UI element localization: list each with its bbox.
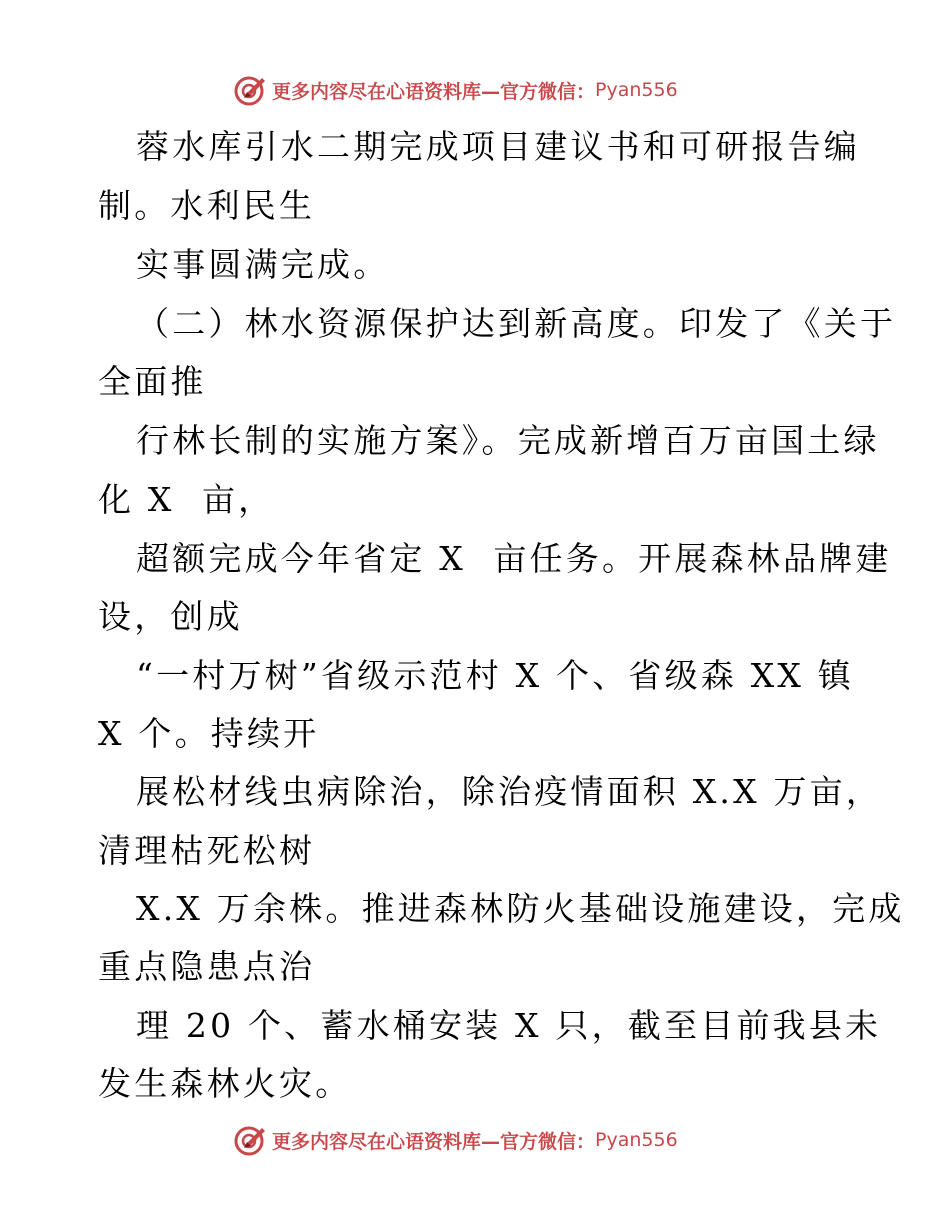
watermark-account: Pyan556 [595, 79, 678, 101]
body-line: X 个。持续开 [98, 714, 320, 753]
body-line: 展松材线虫病除治，除治疫情面积 X.X 万亩， [136, 772, 883, 811]
body-line: 制。水利民生 [98, 186, 316, 225]
body-line: （二）林水资源保护达到新高度。印发了《关于 [136, 304, 897, 343]
watermark-text: 更多内容尽在心语资料库—官方微信： [272, 80, 596, 103]
watermark-logo-icon [232, 72, 268, 108]
body-line: 实事圆满完成。 [136, 245, 390, 284]
body-line: 超额完成今年省定 X 亩任务。开展森林品牌建 [136, 539, 892, 578]
body-line: X.X 万余株。推进森林防火基础设施建设，完成 [136, 889, 905, 928]
body-line: 理 20 个、蓄水桶安装 X 只，截至目前我县未 [136, 1006, 882, 1045]
body-line: 行林长制的实施方案》。完成新增百万亩国土绿 [136, 421, 880, 460]
watermark-account: Pyan556 [595, 1129, 678, 1151]
body-line: 清理枯死松树 [98, 831, 316, 870]
body-line: “一村万树”省级示范村 X 个、省级森 XX 镇 [136, 656, 854, 695]
watermark-logo-icon [232, 1122, 268, 1158]
body-line: 发生森林火灾。 [98, 1064, 352, 1103]
body-line: 重点隐患点治 [98, 947, 316, 986]
footer-watermark [232, 1120, 678, 1160]
header-watermark [232, 70, 678, 110]
watermark-text: 更多内容尽在心语资料库—官方微信： [272, 1130, 596, 1153]
body-line: 全面推 [98, 362, 207, 401]
body-line: 蓉水库引水二期完成项目建议书和可研报告编 [136, 127, 860, 166]
body-line: 化 X 亩， [98, 480, 275, 519]
body-line: 设，创成 [98, 597, 243, 636]
